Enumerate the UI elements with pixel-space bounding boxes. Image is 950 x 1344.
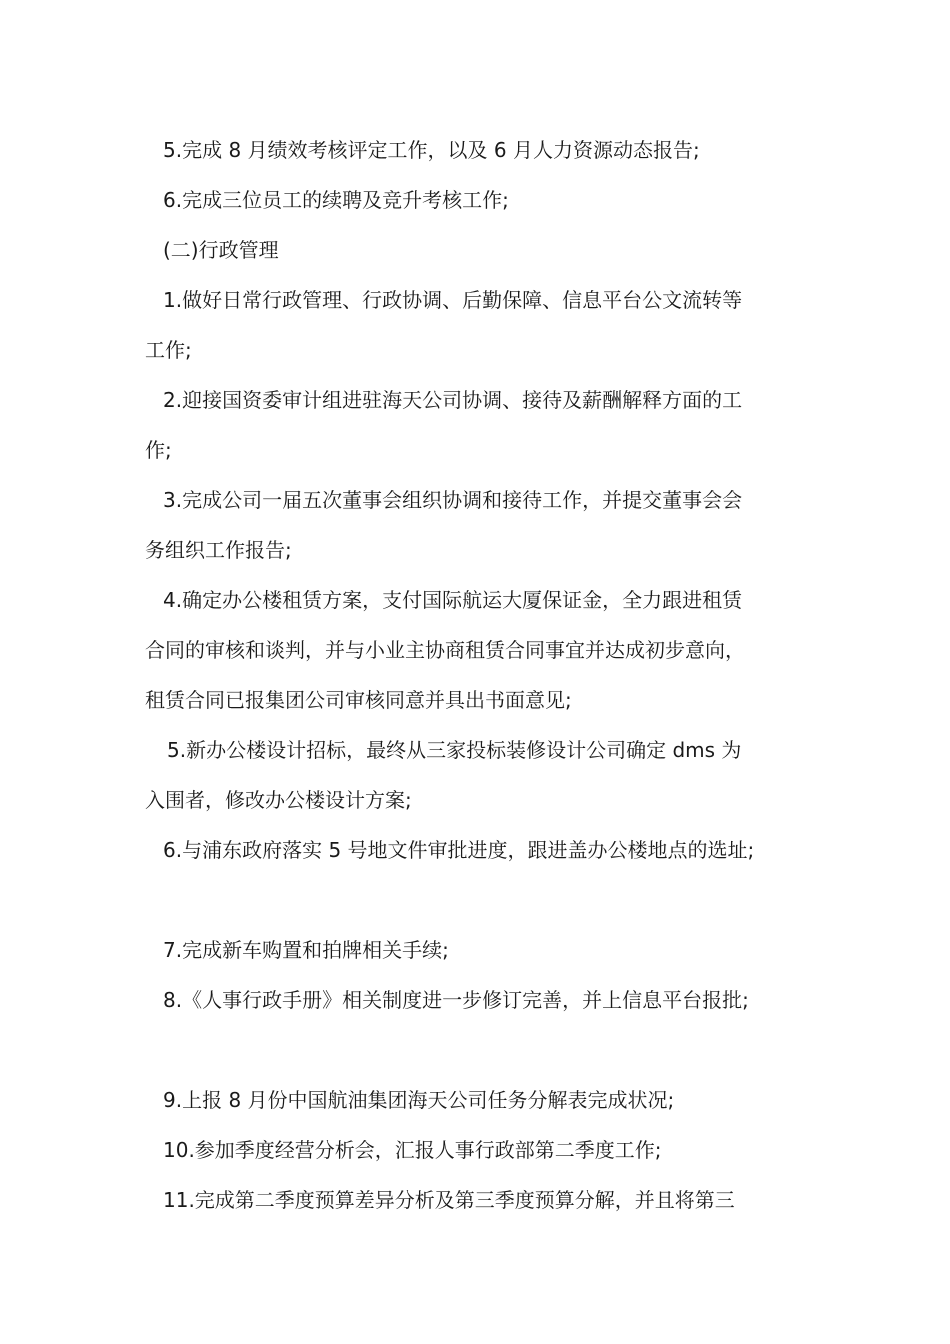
- text-line-10: 4.确定办公楼租赁方案，支付国际航运大厦保证金，全力跟进租赁: [163, 588, 743, 612]
- text-line-8: 3.完成公司一届五次董事会组织协调和接待工作，并提交董事会会: [163, 488, 743, 512]
- text-line-13: 5.新办公楼设计招标，最终从三家投标装修设计公司确定 dms 为: [167, 738, 742, 762]
- text-line-1: 5.完成 8 月绩效考核评定工作，以及 6 月人力资源动态报告;: [163, 138, 700, 162]
- text-line-14: 入围者，修改办公楼设计方案;: [145, 788, 412, 812]
- section-heading: (二)行政管理: [163, 238, 279, 262]
- text-line-15: 6.与浦东政府落实 5 号地文件审批进度，跟进盖办公楼地点的选址;: [163, 838, 755, 862]
- text-line-16: 7.完成新车购置和拍牌相关手续;: [163, 938, 449, 962]
- text-line-2: 6.完成三位员工的续聘及竞升考核工作;: [163, 188, 509, 212]
- text-line-11: 合同的审核和谈判，并与小业主协商租赁合同事宜并达成初步意向，: [145, 638, 745, 662]
- text-line-9: 务组织工作报告;: [145, 538, 292, 562]
- text-line-4: 1.做好日常行政管理、行政协调、后勤保障、信息平台公文流转等: [163, 288, 743, 312]
- text-line-6: 2.迎接国资委审计组进驻海天公司协调、接待及薪酬解释方面的工: [163, 388, 743, 412]
- text-line-17: 8.《人事行政手册》相关制度进一步修订完善，并上信息平台报批;: [163, 988, 749, 1012]
- text-line-19: 10.参加季度经营分析会，汇报人事行政部第二季度工作;: [163, 1138, 662, 1162]
- text-line-20: 11.完成第二季度预算差异分析及第三季度预算分解，并且将第三: [163, 1188, 735, 1212]
- text-line-5: 工作;: [145, 338, 192, 362]
- text-line-18: 9.上报 8 月份中国航油集团海天公司任务分解表完成状况;: [163, 1088, 675, 1112]
- text-line-7: 作;: [145, 438, 172, 462]
- text-line-12: 租赁合同已报集团公司审核同意并具出书面意见;: [145, 688, 572, 712]
